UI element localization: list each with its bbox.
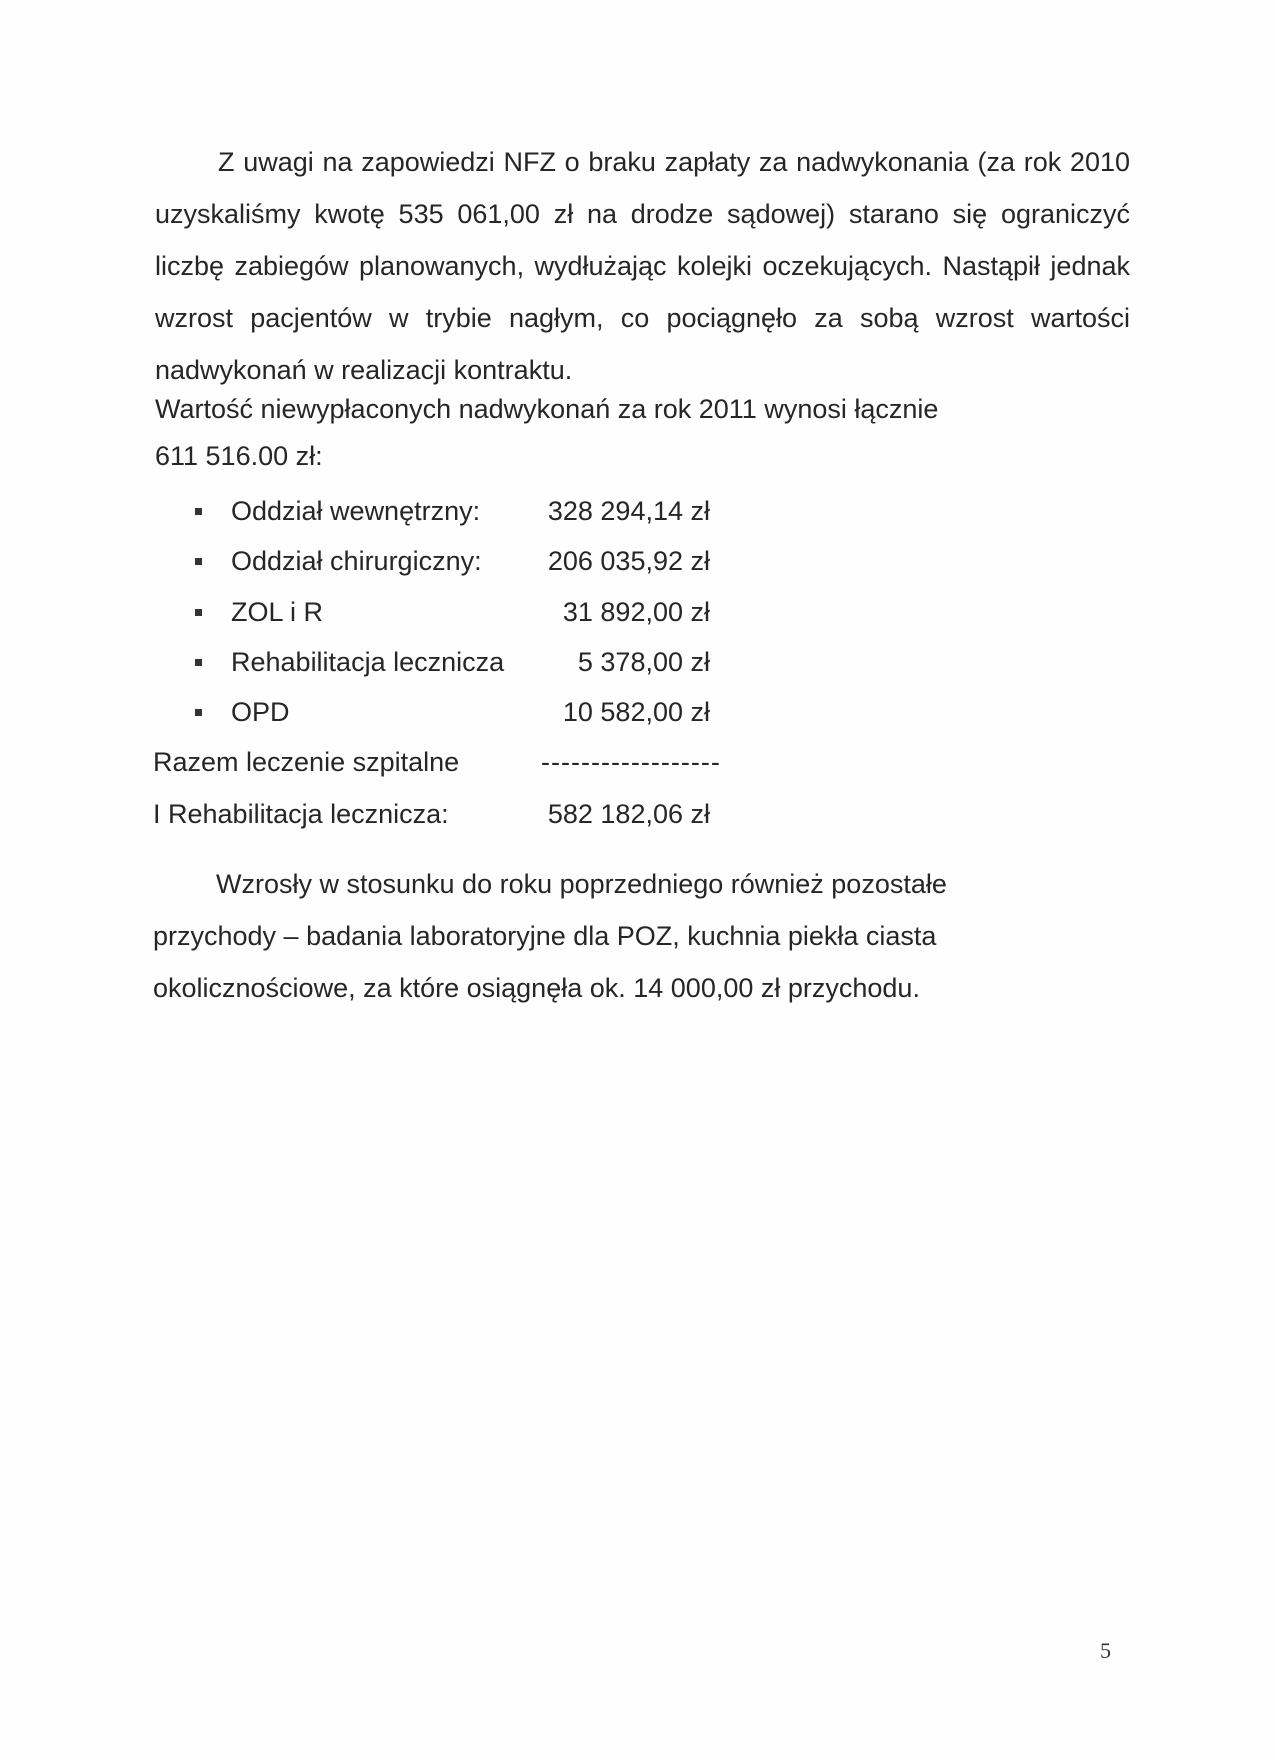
bullet-icon [195,659,202,666]
list-item-label: OPD [231,697,290,727]
paragraph-other-revenue: Wzrosły w stosunku do roku poprzedniego również pozostałe przychody – badania laboratoryjne dla POZ, kuchnia piekła ciasta okolicznościowe, za które osiągnęła ok. 14 000,00 zł przychodu. [153,869,947,1003]
bullet-icon [195,558,202,565]
total-label-line1: Razem leczenie szpitalne [153,747,460,777]
list-item-amount: 206 035,92 zł [547,546,710,576]
paragraph-overperformance-intro: Z uwagi na zapowiedzi NFZ o braku zapłaty za nadwykonania (za rok 2010 uzyskaliśmy kwotę 535 061,00 zł na drodze sądowej) starano się ograniczyć liczbę zabiegów planowanych, wydłużając kolejki oczekujących. Nastąpił jednak wzrost pacjentów w trybie nagłym, co pociągnęło za sobą wzrost wartości nadwykonań w realizacji kontraktu. [155,147,1130,385]
bullet-icon [195,508,202,515]
list-item-amount: 5 378,00 zł [577,647,710,677]
list-item-label: Oddział wewnętrzny: [231,496,481,526]
list-item-amount: 31 892,00 zł [562,597,710,627]
page-number: 5 [1100,1638,1111,1663]
total-amount: 582 182,06 zł [547,799,710,829]
total-label-line2: I Rehabilitacja lecznicza: [153,799,449,829]
bullet-icon [195,609,202,616]
paragraph-unpaid-value-line2: 611 516.00 zł: [155,441,323,471]
list-item-label: Rehabilitacja lecznicza [231,647,505,677]
total-separator: ------------------ [541,747,721,777]
list-item-label: Oddział chirurgiczny: [231,546,482,576]
list-item-amount: 328 294,14 zł [547,496,710,526]
list-item-label: ZOL i R [231,597,324,627]
list-item-amount: 10 582,00 zł [562,697,710,727]
paragraph-unpaid-value-line1: Wartość niewypłaconych nadwykonań za rok 2011 wynosi łącznie [155,394,939,424]
bullet-icon [195,709,202,716]
